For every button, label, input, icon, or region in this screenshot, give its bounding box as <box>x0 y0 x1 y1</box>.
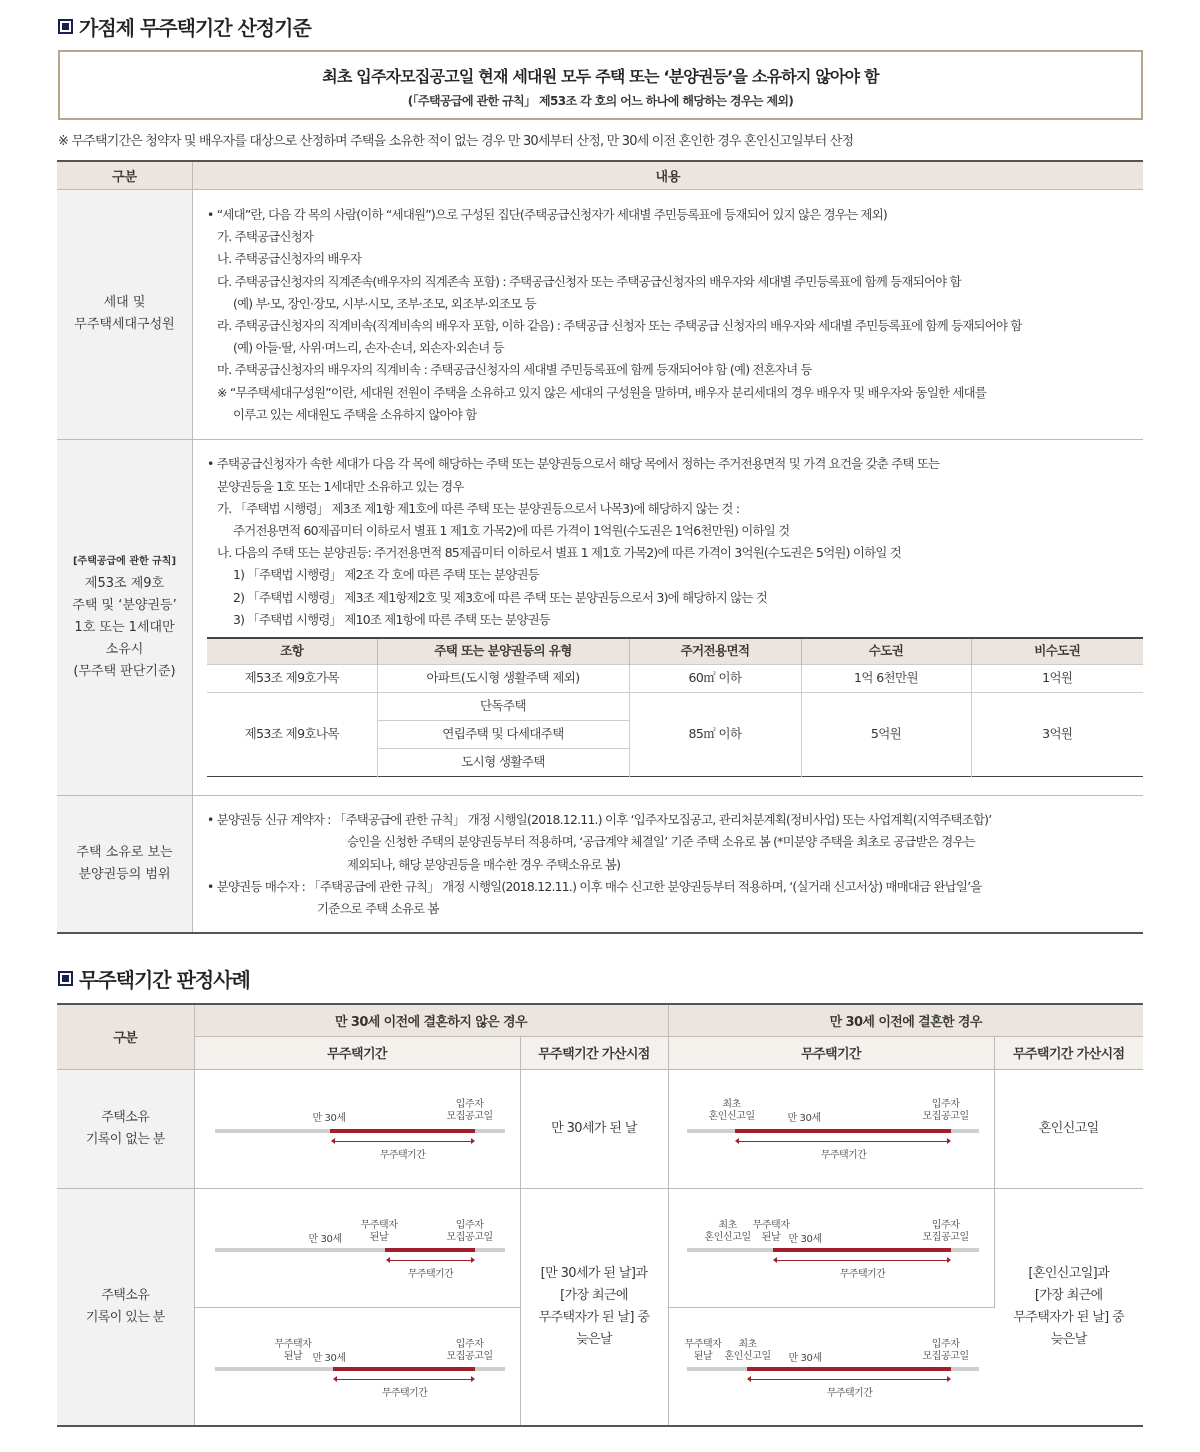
timeline-period-bar <box>385 1248 475 1252</box>
content-line: 2) 「주택법 시행령」 제3조 제1항제2호 및 제3호에 따른 주택 또는 분양권등으로서 3)에 해당하지 않는 것 <box>233 589 768 605</box>
point-line: [만 30세가 된 날]과 <box>540 1265 648 1281</box>
content-line: 1) 「주택법 시행령」 제2조 각 호에 따른 주택 또는 분양권등 <box>233 567 539 583</box>
period-arrow-icon <box>335 1141 471 1142</box>
label-line: 된날 <box>283 1350 303 1362</box>
row-label-no-record <box>57 1069 194 1188</box>
col-header-content: 내용 <box>193 161 1144 189</box>
timeline-cell <box>668 1307 994 1426</box>
content-line: 마. 주택공급신청자의 배우자의 직계비속 : 주택공급신청자의 세대별 주민등록표에 함께 등재되어야 함 (예) 전혼자녀 등 <box>217 362 812 378</box>
label-line: 무주택자 <box>752 1219 790 1231</box>
label-line: 입주자 <box>455 1338 484 1350</box>
period-caption: 무주택기간 <box>820 1149 867 1161</box>
label-line: 무주택자 <box>360 1219 398 1231</box>
headline-line1: 최초 입주자모집공고일 현재 세대원 모두 주택 또는 ‘분양권등’을 소유하지 않아야 함 <box>322 67 879 86</box>
inner-cell: 도시형 생활주택 <box>377 748 629 776</box>
label-announce <box>923 1339 969 1363</box>
section-title-text: 가점제 무주택기간 산정기준 <box>79 16 311 40</box>
timeline-b3 <box>195 1308 520 1425</box>
timeline-cell <box>668 1069 994 1188</box>
inner-cell: 5억원 <box>801 692 971 776</box>
timeline-cell <box>194 1069 520 1188</box>
label-line: 입주자 <box>931 1219 960 1231</box>
timeline-cell <box>194 1188 520 1307</box>
label-nohouse <box>685 1339 722 1363</box>
point-line: [가장 최근에 <box>560 1287 628 1303</box>
timeline-period-bar <box>735 1129 951 1133</box>
label-line: 혼인신고일 <box>708 1110 755 1122</box>
timeline-period-bar <box>333 1367 475 1371</box>
label-line: 모집공고일 <box>446 1231 493 1243</box>
label-line: 주택 소유로 보는 <box>76 844 173 860</box>
point-cell <box>994 1188 1143 1426</box>
headline-box <box>58 50 1143 120</box>
label-line: 입주자 <box>455 1098 484 1110</box>
label-nohouse <box>753 1220 790 1244</box>
label-line: 모집공고일 <box>446 1350 493 1362</box>
inner-cell: 연립주택 및 다세대주택 <box>377 720 629 748</box>
inner-cell: 85㎡ 이하 <box>629 692 801 776</box>
criteria-table <box>57 160 1143 934</box>
sub-header-point: 무주택기간 가산시점 <box>994 1036 1143 1069</box>
label-small: [주택공급에 관한 규칙] <box>72 556 177 567</box>
content-line: ※ “무주택세대구성원”이란, 세대원 전원이 주택을 소유하고 있지 않은 세대의 구성원을 말하며, 배우자 분리세대의 경우 배우자 및 배우자와 동일한 세대를 <box>217 384 987 400</box>
label-line: 1호 또는 1세대만 <box>74 620 175 635</box>
label-line: 된날 <box>369 1231 389 1243</box>
inner-cell: 1억 6천만원 <box>801 664 971 692</box>
point-line: 무주택자가 된 날] 중 <box>538 1309 650 1325</box>
label-announce <box>447 1339 493 1363</box>
label-line: 혼인신고일 <box>724 1350 771 1362</box>
group-header-married: 만 30세 이전에 결혼한 경우 <box>668 1004 1143 1036</box>
label-line: 모집공고일 <box>922 1110 969 1122</box>
label-marriage <box>709 1099 755 1123</box>
label-line: 혼인신고일 <box>704 1231 751 1243</box>
timeline-cell <box>668 1188 994 1307</box>
label-announce <box>923 1220 969 1244</box>
content-line: • “세대”란, 다음 각 목의 사람(이하 “세대원”)으로 구성된 집단(주택공급신청자가 세대별 주민등록표에 등재되어 있지 않은 경우는 제외) <box>207 206 887 222</box>
label-marriage <box>725 1339 771 1363</box>
period-arrow-icon <box>777 1260 947 1261</box>
label-line: 무주택세대구성원 <box>74 317 175 332</box>
content-line: 다. 주택공급신청자의 직계존속(배우자의 직계존속 포함) : 주택공급신청자 또는 주택공급신청자의 배우자와 세대별 주민등록표에 함께 등재되어야 함 <box>217 273 961 289</box>
point-cell <box>520 1188 668 1426</box>
point-line: 늦은날 <box>576 1331 612 1347</box>
timeline-period-bar <box>747 1367 951 1371</box>
row-content-ownership <box>193 439 1144 795</box>
label-line: 최초 <box>738 1338 757 1350</box>
inner-cell: 60㎡ 이하 <box>629 664 801 692</box>
row-content-household <box>193 189 1144 439</box>
content-line: • 분양권등 매수자 : 「주택공급에 관한 규칙」 개정 시행일(2018.12.11.) 이후 매수 신고한 분양권등부터 적용하며, ‘(실거래 신고서상) 매매대금 완납일’을 <box>207 878 982 894</box>
period-caption: 무주택기간 <box>839 1268 886 1280</box>
label-line: 무주택자 <box>274 1338 312 1350</box>
label-line: 무주택자 <box>684 1338 722 1350</box>
group-header-unmarried: 만 30세 이전에 결혼하지 않은 경우 <box>194 1004 668 1036</box>
row-label-presale <box>57 795 193 933</box>
label-line: 제53조 제9호 <box>84 576 165 591</box>
label-line: 소유시 <box>105 642 144 657</box>
col-header-category: 구분 <box>57 1004 194 1069</box>
label-line: 주택 및 ‘분양권등’ <box>72 598 177 613</box>
price-criteria-table <box>207 637 1143 777</box>
content-line: 주거전용면적 60제곱미터 이하로서 별표 1 제1호 가목2)에 따른 가격이 1억원(수도권은 1억6천만원) 이하일 것 <box>233 523 790 539</box>
label-line: 최초 <box>718 1219 737 1231</box>
label-line: 된날 <box>693 1350 713 1362</box>
row-label-has-record <box>57 1188 194 1426</box>
timeline-b2 <box>669 1189 994 1307</box>
content-line: (예) 부·모, 장인·장모, 시부·시모, 조부·조모, 외조부·외조모 등 <box>233 295 536 311</box>
period-arrow-icon <box>751 1379 947 1380</box>
label-line: 모집공고일 <box>922 1231 969 1243</box>
row-content-presale <box>193 795 1144 933</box>
label-nohouse <box>275 1339 312 1363</box>
inner-cell: 제53조 제9호나목 <box>207 692 377 776</box>
inner-header: 수도권 <box>801 638 971 664</box>
inner-cell: 단독주택 <box>377 692 629 720</box>
period-caption: 무주택기간 <box>379 1149 426 1161</box>
period-caption: 무주택기간 <box>407 1268 454 1280</box>
label-announce <box>447 1099 493 1123</box>
inner-header: 주거전용면적 <box>629 638 801 664</box>
label-line: 입주자 <box>931 1338 960 1350</box>
label-marriage <box>705 1220 751 1244</box>
label-line: 주택소유 <box>101 1109 150 1125</box>
content-line: 제외되나, 해당 분양권등을 매수한 경우 주택소유로 봄) <box>347 856 621 872</box>
content-line: 승인을 신청한 주택의 분양권등부터 적용하며, ‘공급계약 체결일’ 기준 주택 소유로 봄 (*미분양 주택을 최초로 공급받은 경우는 <box>347 834 975 850</box>
timeline-b1 <box>195 1189 520 1307</box>
content-line: 3) 「주택법 시행령」 제10조 제1항에 따른 주택 또는 분양권등 <box>233 611 551 627</box>
point-line: 늦은날 <box>1050 1331 1087 1347</box>
sub-header-period: 무주택기간 <box>668 1036 994 1069</box>
content-line: 라. 주택공급신청자의 직계비속(직계비속의 배우자 포함, 이하 같음) : 주택공급 신청자 또는 주택공급 신청자의 배우자와 세대별 주민등록표에 함께 등재되어야 함 <box>217 318 1022 333</box>
label-announce <box>923 1099 969 1123</box>
point-cell: 만 30세가 된 날 <box>520 1069 668 1188</box>
section-title-criteria <box>58 12 311 41</box>
square-bullet-icon <box>58 971 73 986</box>
note-text: ※ 무주택기간은 청약자 및 배우자를 대상으로 산정하며 주택을 소유한 적이 없는 경우 만 30세부터 산정, 만 30세 이전 혼인한 경우 혼인신고일부터 산정 <box>58 134 854 149</box>
timeline-a2 <box>669 1070 994 1188</box>
label-line: 세대 및 <box>103 295 146 310</box>
timeline-period-bar <box>773 1248 951 1252</box>
point-line: 무주택자가 된 날] 중 <box>1013 1309 1125 1325</box>
timeline-period-bar <box>330 1129 475 1133</box>
col-header-category: 구분 <box>57 161 193 189</box>
timeline-cell <box>194 1307 520 1426</box>
label-age30: 만 30세 <box>788 1233 822 1245</box>
period-caption: 무주택기간 <box>381 1387 428 1399</box>
content-line: 이루고 있는 세대원도 주택을 소유하지 않아야 함 <box>233 406 477 422</box>
section-title-text: 무주택기간 판정사례 <box>79 968 250 992</box>
content-line: 기준으로 주택 소유로 봄 <box>317 901 439 917</box>
timeline-b4 <box>669 1308 995 1425</box>
row-label-ownership <box>57 439 193 795</box>
square-bullet-icon <box>58 19 73 34</box>
point-cell: 혼인신고일 <box>994 1069 1143 1188</box>
inner-header: 비수도권 <box>971 638 1143 664</box>
label-age30: 만 30세 <box>788 1352 822 1364</box>
period-arrow-icon <box>390 1260 471 1261</box>
content-line: 나. 다음의 주택 또는 분양권등: 주거전용면적 85제곱미터 이하로서 별표 1 제1호 가목2)에 따른 가격이 3억원(수도권은 5억원) 이하일 것 <box>217 545 901 561</box>
label-age30: 만 30세 <box>787 1112 821 1124</box>
label-age30: 만 30세 <box>308 1233 342 1245</box>
label-line: 입주자 <box>931 1098 960 1110</box>
inner-cell: 1억원 <box>971 664 1143 692</box>
label-line: 입주자 <box>455 1219 484 1231</box>
label-line: 분양권등의 범위 <box>78 866 171 882</box>
label-line: (무주택 판단기준) <box>73 664 176 679</box>
headline-line2: (「주택공급에 관한 규칙」 제53조 각 호의 어느 하나에 해당하는 경우는 제외) <box>407 94 794 108</box>
label-line: 기록이 있는 분 <box>85 1309 165 1325</box>
inner-cell: 아파트(도시형 생활주택 제외) <box>377 664 629 692</box>
point-line: [가장 최근에 <box>1034 1287 1103 1303</box>
label-nohouse <box>361 1220 398 1244</box>
label-line: 모집공고일 <box>922 1350 969 1362</box>
sub-header-point: 무주택기간 가산시점 <box>520 1036 668 1069</box>
period-caption: 무주택기간 <box>826 1387 873 1399</box>
label-line: 주택소유 <box>101 1287 150 1303</box>
content-line: (예) 아들·딸, 사위·며느리, 손자·손녀, 외손자·외손녀 등 <box>233 340 504 356</box>
inner-cell: 3억원 <box>971 692 1143 776</box>
inner-header: 주택 또는 분양권등의 유형 <box>377 638 629 664</box>
sub-header-period: 무주택기간 <box>194 1036 520 1069</box>
point-line: [혼인신고일]과 <box>1028 1265 1110 1281</box>
inner-cell: 제53조 제9호가목 <box>207 664 377 692</box>
label-announce <box>447 1220 493 1244</box>
content-line: 가. 주택공급신청자 <box>217 229 314 245</box>
cases-table <box>57 1003 1143 1427</box>
period-arrow-icon <box>739 1141 947 1142</box>
label-line: 기록이 없는 분 <box>85 1131 165 1147</box>
content-line: 나. 주택공급신청자의 배우자 <box>217 251 362 267</box>
content-line: 분양권등을 1호 또는 1세대만 소유하고 있는 경우 <box>217 478 464 494</box>
label-line: 모집공고일 <box>446 1110 493 1122</box>
label-age30: 만 30세 <box>312 1352 346 1364</box>
content-line: • 분양권등 신규 계약자 : 「주택공급에 관한 규칙」 개정 시행일(2018.12.11.) 이후 ‘입주자모집공고, 관리처분계획(정비사업) 또는 사업계획(지역주택조합)’ <box>207 812 992 828</box>
label-line: 최초 <box>722 1098 741 1110</box>
label-age30: 만 30세 <box>312 1112 346 1124</box>
timeline-a1 <box>195 1070 520 1188</box>
label-line: 된날 <box>761 1231 781 1243</box>
content-line: 가. 「주택법 시행령」 제3조 제1항 제1호에 따른 주택 또는 분양권등으로서 나목3)에 해당하지 않는 것 : <box>217 500 740 516</box>
content-line: • 주택공급신청자가 속한 세대가 다음 각 목에 해당하는 주택 또는 분양권등으로서 해당 목에서 정하는 주거전용면적 및 가격 요건을 갖춘 주택 또는 <box>207 456 940 472</box>
period-arrow-icon <box>337 1379 471 1380</box>
section-title-cases <box>58 964 250 993</box>
inner-header: 조항 <box>207 638 377 664</box>
row-label-household <box>57 189 193 439</box>
